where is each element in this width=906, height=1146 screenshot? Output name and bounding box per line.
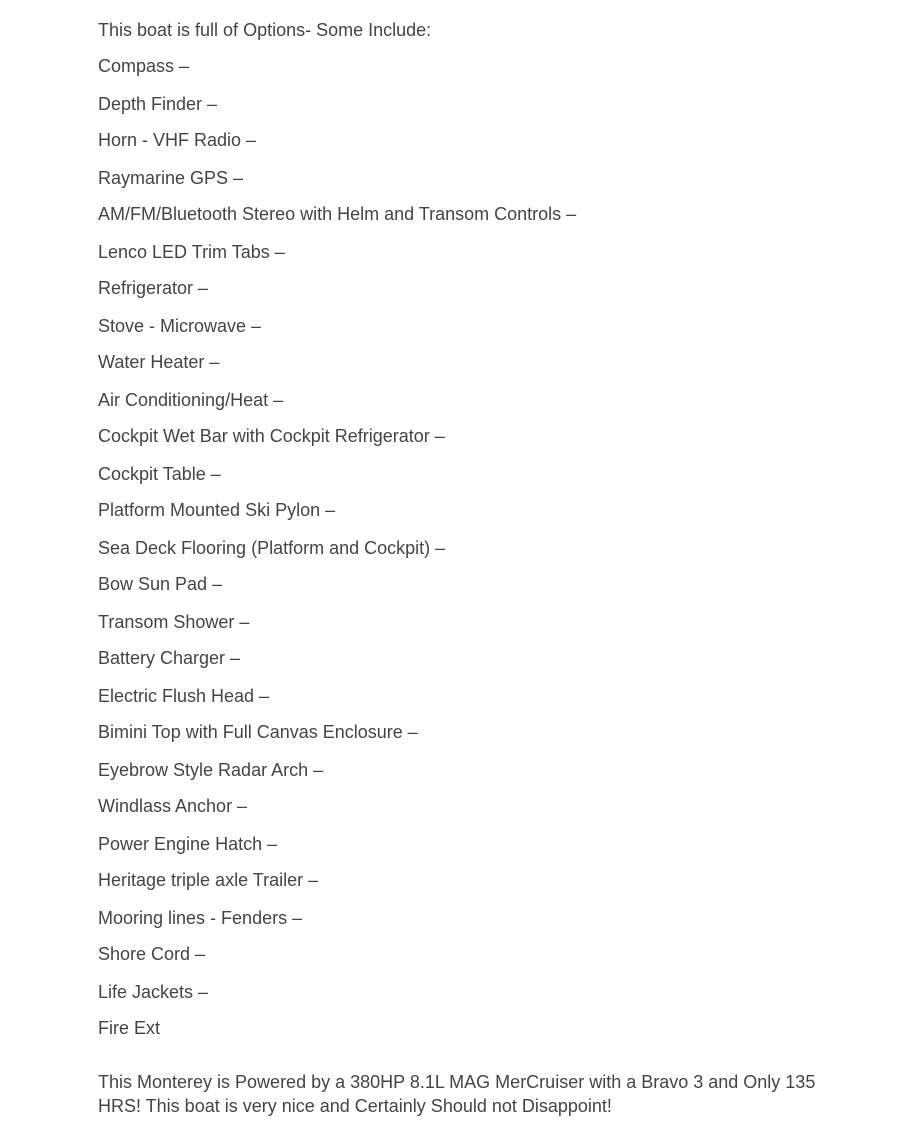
- option-item: Mooring lines - Fenders –: [98, 908, 303, 928]
- options-intro: This boat is full of Options- Some Include:: [98, 20, 432, 40]
- option-item: Water Heater –: [98, 352, 220, 372]
- option-item: Stove - Microwave –: [98, 316, 262, 336]
- option-item: Lenco LED Trim Tabs –: [98, 242, 285, 262]
- option-item: Depth Finder –: [98, 94, 218, 114]
- option-item: Bow Sun Pad –: [98, 574, 223, 594]
- option-item: Compass –: [98, 56, 190, 76]
- option-item: Refrigerator –: [98, 278, 209, 298]
- option-item: Horn - VHF Radio –: [98, 130, 257, 150]
- option-item: AM/FM/Bluetooth Stereo with Helm and Transom Controls –: [98, 204, 577, 224]
- option-item: Power Engine Hatch –: [98, 834, 278, 854]
- option-item: Shore Cord –: [98, 944, 206, 964]
- options-list: [98, 54, 576, 1054]
- option-item: Raymarine GPS –: [98, 168, 244, 188]
- engine-summary: This Monterey is Powered by a 380HP 8.1L MAG MerCruiser with a Bravo 3 and Only 135 HRS! This boat is very nice and Certainly Should not Disappoint!: [98, 1072, 816, 1116]
- option-item: Transom Shower –: [98, 612, 250, 632]
- option-item: Platform Mounted Ski Pylon –: [98, 500, 336, 520]
- option-item: Battery Charger –: [98, 648, 241, 668]
- option-item: Fire Ext: [98, 1018, 161, 1038]
- option-item: Bimini Top with Full Canvas Enclosure –: [98, 722, 418, 742]
- option-item: Windlass Anchor –: [98, 796, 248, 816]
- option-item: Eyebrow Style Radar Arch –: [98, 760, 324, 780]
- option-item: Life Jackets –: [98, 982, 209, 1002]
- option-item: Sea Deck Flooring (Platform and Cockpit) –: [98, 538, 446, 558]
- option-item: Electric Flush Head –: [98, 686, 270, 706]
- option-item: Heritage triple axle Trailer –: [98, 870, 319, 890]
- option-item: Cockpit Wet Bar with Cockpit Refrigerator –: [98, 426, 445, 446]
- option-item: Cockpit Table –: [98, 464, 221, 484]
- option-item: Air Conditioning/Heat –: [98, 390, 284, 410]
